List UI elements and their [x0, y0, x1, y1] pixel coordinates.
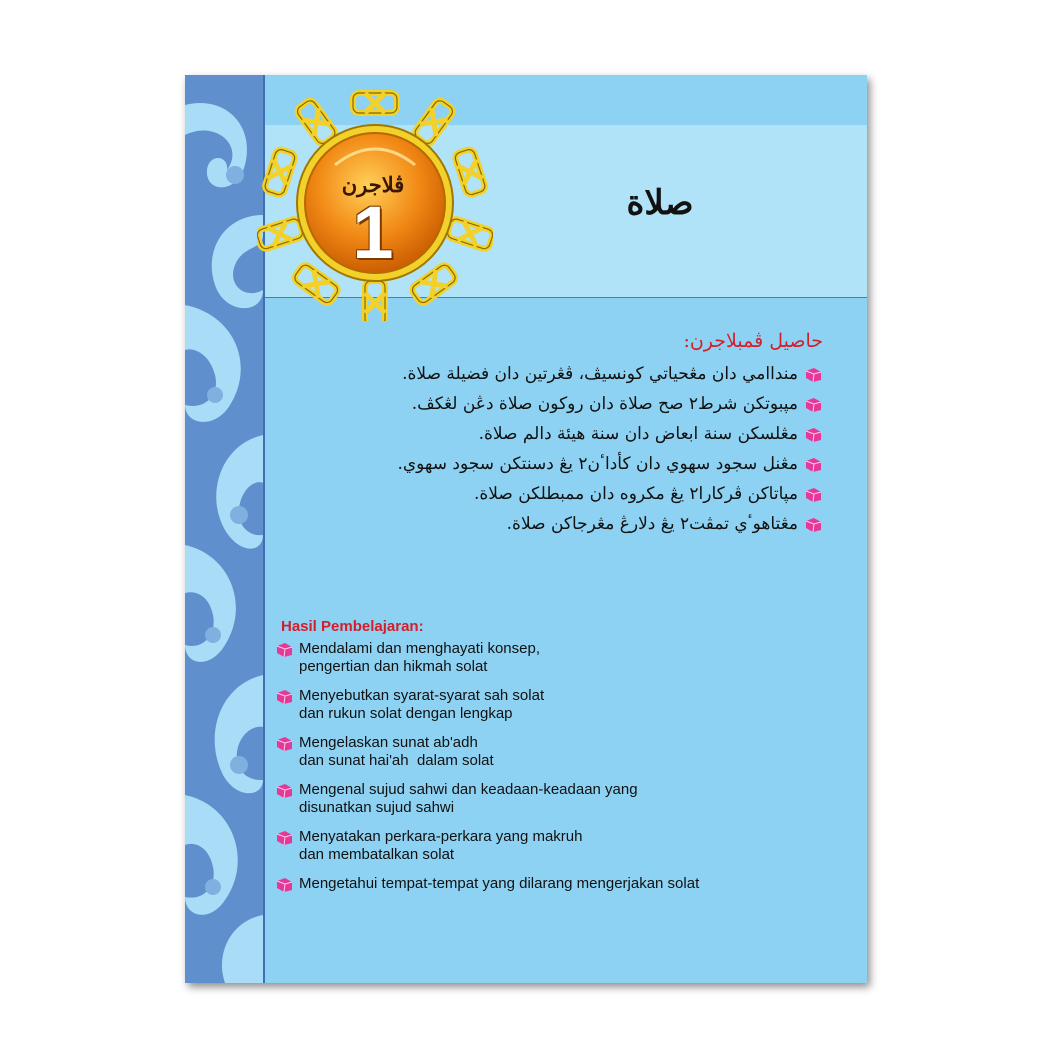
objective-line: Menyatakan perkara-perkara yang makruh: [299, 828, 583, 845]
chapter-label: ڤلاجرن: [341, 172, 405, 197]
objective-text: مڽاتاكن ڤركارا٢ يڠ مكروه دان ممبطلكن صلاة.: [473, 484, 798, 504]
book-page: [185, 75, 867, 983]
pink-book-bullet-icon: [804, 486, 823, 503]
list-item: [275, 828, 795, 864]
pink-book-bullet-icon: [275, 782, 294, 799]
pink-book-bullet-icon: [275, 641, 294, 658]
objectives-list-rumi: [275, 640, 795, 904]
list-item: [345, 419, 823, 449]
objective-line: Mengenal sujud sahwi dan keadaan-keadaan yang: [299, 781, 638, 798]
list-item: [275, 875, 795, 893]
objective-line: Menyebutkan syarat-syarat sah solat: [299, 687, 545, 704]
objective-line: dan rukun solat dengan lengkap: [299, 705, 513, 722]
pink-book-bullet-icon: [804, 426, 823, 443]
chapter-title: صلاة: [626, 183, 694, 223]
list-item: [275, 687, 795, 723]
list-item: [275, 734, 795, 770]
objective-text: مڠتاهوٴي تمڤت٢ يڠ دلارڠ مڠرجاكن صلاة.: [506, 514, 798, 534]
pink-book-bullet-icon: [804, 516, 823, 533]
objectives-heading-jawi: حاصيل ڤمبلاجرن:: [683, 330, 823, 352]
pink-book-bullet-icon: [275, 876, 294, 893]
pink-book-bullet-icon: [804, 366, 823, 383]
pink-book-bullet-icon: [275, 688, 294, 705]
objectives-list-jawi: [345, 359, 823, 539]
objective-text: مڠلسكن سنة ابعاض دان سنة هيئة دالم صلاة.: [478, 424, 798, 444]
objective-text: مڽبوتكن شرط٢ صح صلاة دان روكون صلاة دڠن لڠكڤ.: [411, 394, 798, 414]
objective-line: Mengetahui tempat-tempat yang dilarang mengerjakan solat: [299, 875, 700, 892]
list-item: [345, 389, 823, 419]
list-item: [275, 640, 795, 676]
decorative-side-band: [185, 75, 263, 983]
list-item: [345, 359, 823, 389]
objective-text: منداامي دان مڠحياتي كونسيڤ، ڤڠرتين دان فضيلة صلاة.: [402, 364, 798, 384]
list-item: [345, 449, 823, 479]
pink-book-bullet-icon: [275, 829, 294, 846]
objective-line: dan membatalkan solat: [299, 846, 455, 863]
objectives-heading-rumi: Hasil Pembelajaran:: [281, 618, 424, 635]
pink-book-bullet-icon: [804, 396, 823, 413]
objective-line: disunatkan sujud sahwi: [299, 799, 455, 816]
objective-line: Mengelaskan sunat ab'adh: [299, 734, 478, 751]
chapter-number: 1: [352, 191, 394, 274]
pink-book-bullet-icon: [804, 456, 823, 473]
pink-book-bullet-icon: [275, 735, 294, 752]
list-item: [345, 509, 823, 539]
arabesque-ornament-icon: [185, 75, 263, 983]
list-item: [345, 479, 823, 509]
objective-line: pengertian dan hikmah solat: [299, 658, 488, 675]
objective-line: dan sunat hai'ah dalam solat: [299, 752, 494, 769]
objective-text: مڠنل سجود سهوي دان كأداٴن٢ يڠ دسنتكن سجود سهوي.: [397, 454, 798, 474]
objective-line: Mendalami dan menghayati konsep,: [299, 640, 540, 657]
list-item: [275, 781, 795, 817]
